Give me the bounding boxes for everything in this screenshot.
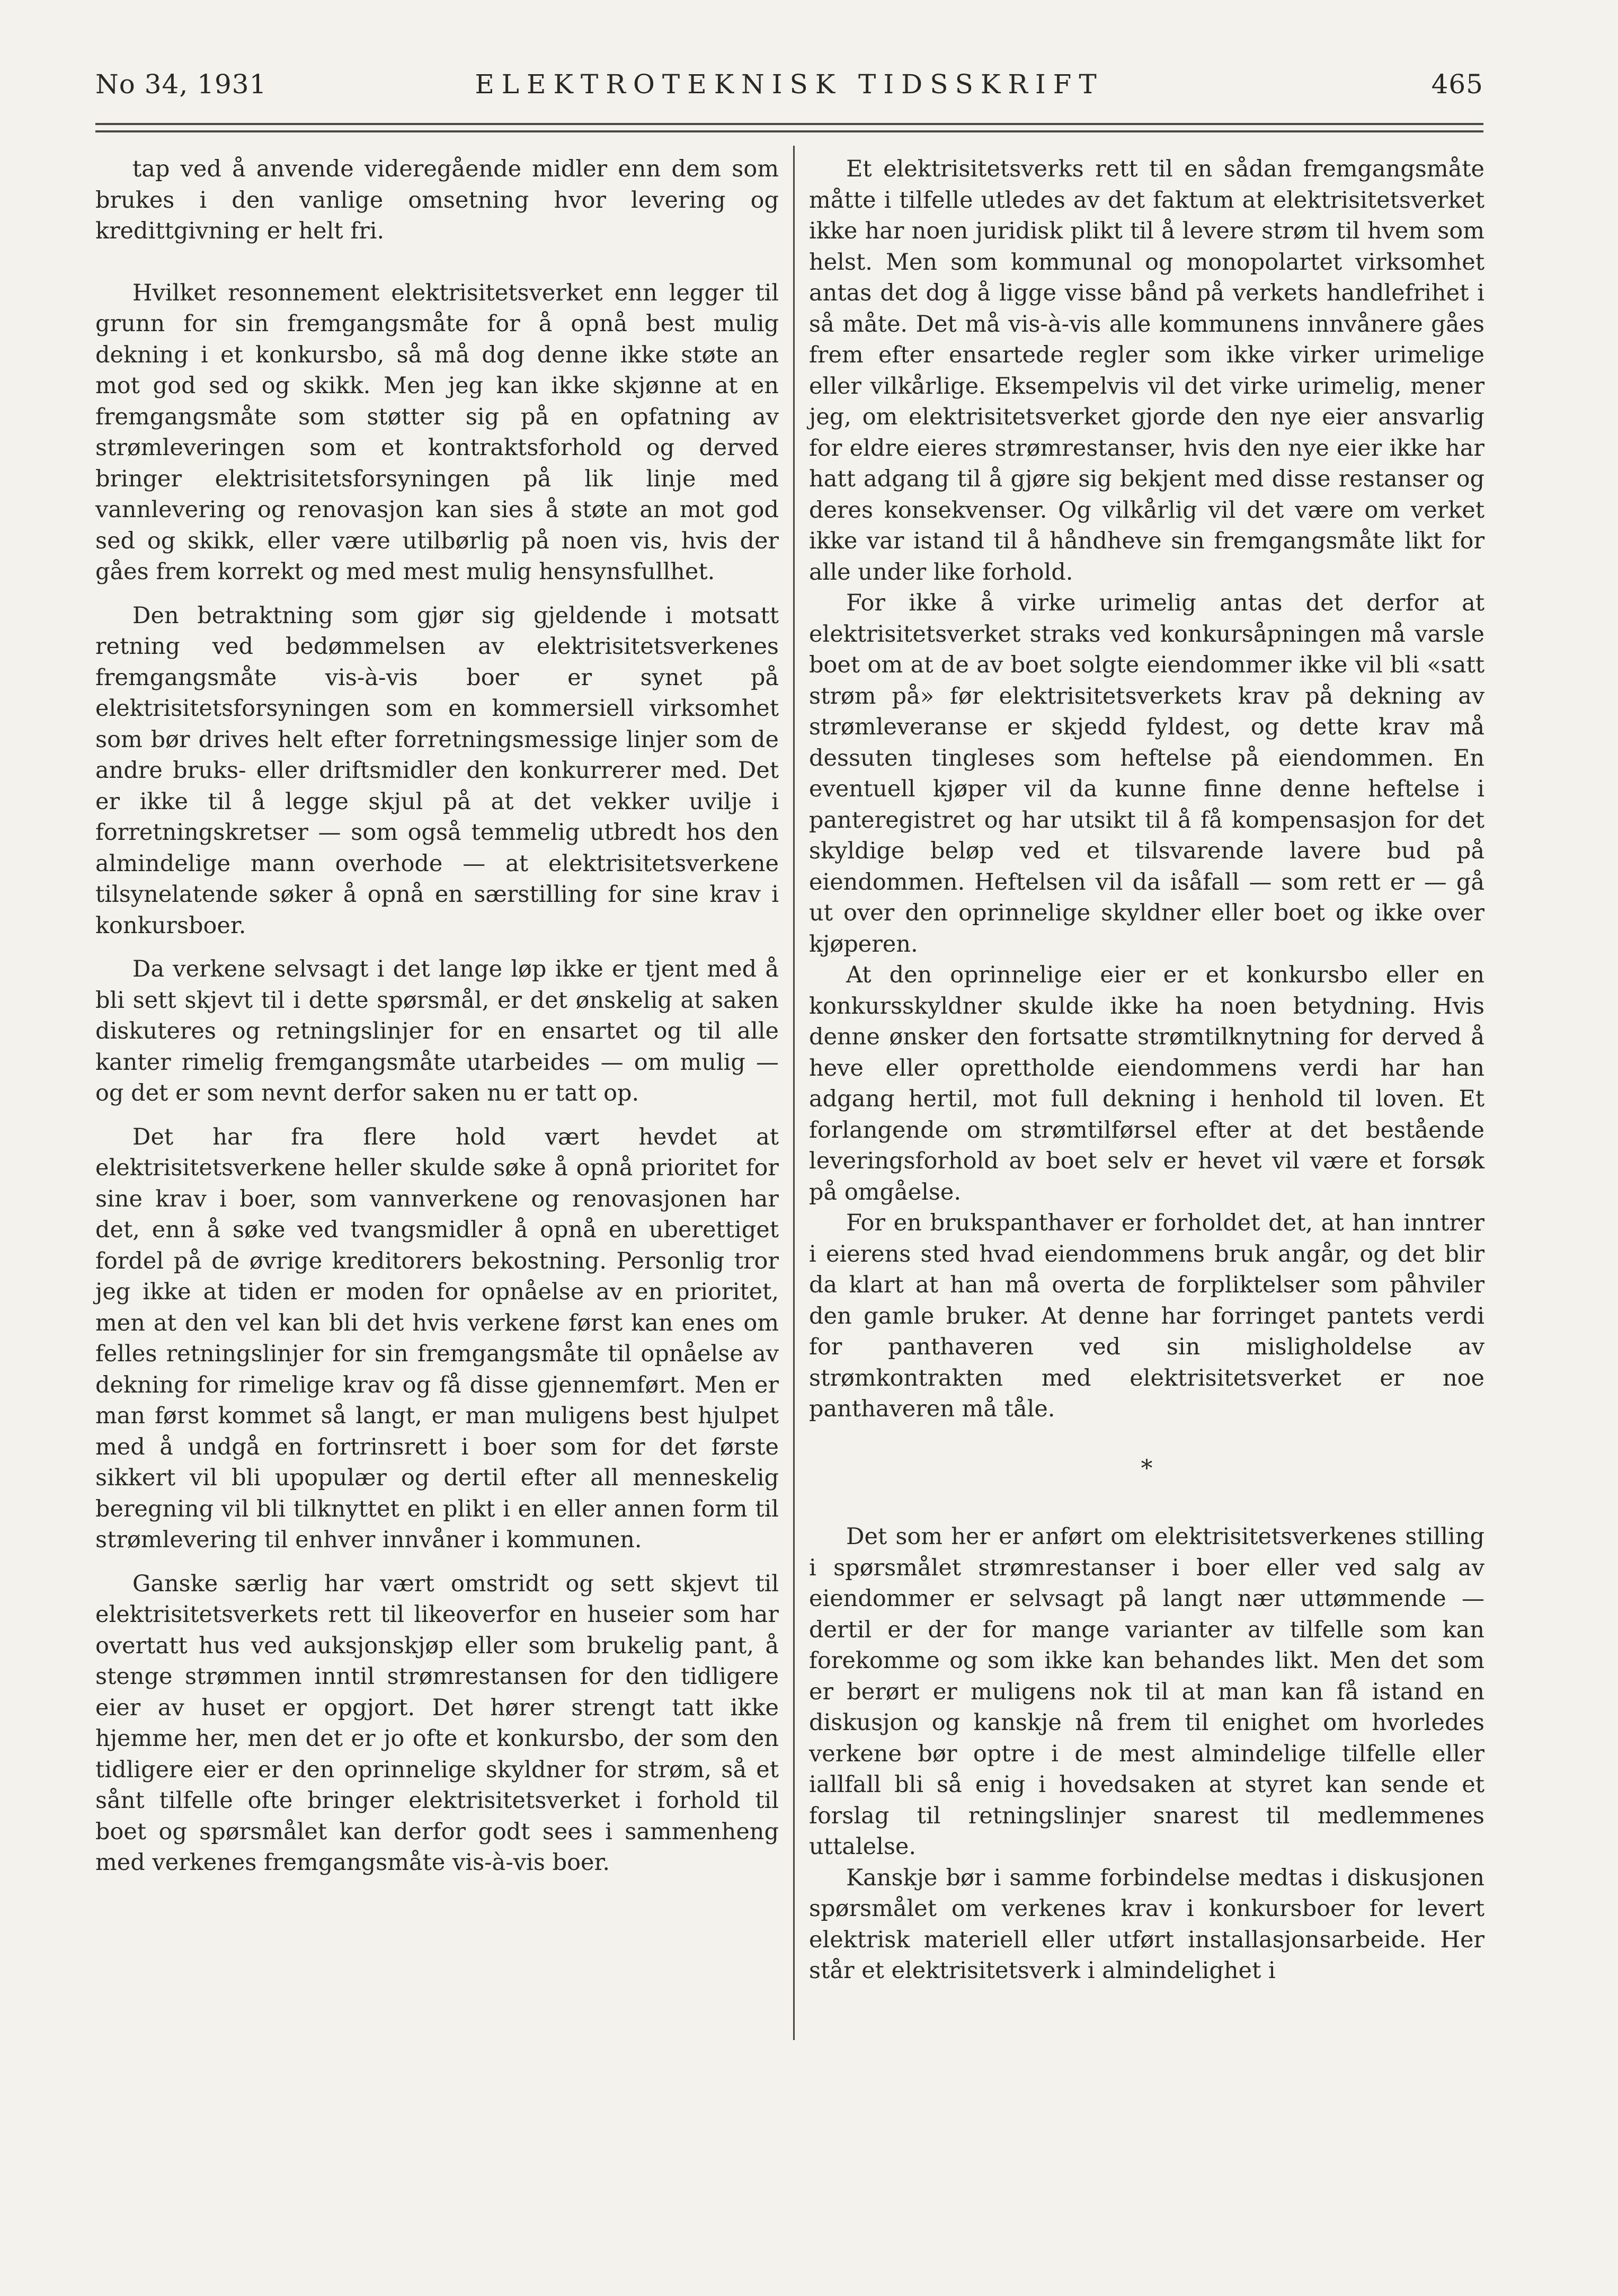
paragraph: Hvilket resonnement elektrisitetsverket enn legger til grunn for sin fremgangsmåte for å opnå best mulig dekning i et konkursbo, så må dog denne ikke støte an mot god sed og skikk. Men jeg kan ikke skjønne at en fremgangsmåte som støtter sig på en opfatning av strømleveringen som et kontraktsforhold og derved bringer elektrisitetsforsyningen på lik linje med vannlevering og renovasjon kan sies å støte an mot god sed og skikk, eller være utilbørlig på noen vis, hvis der gåes frem korrekt og med mest mulig hensynsfullhet. — [95, 279, 779, 585]
issue-number: No 34, 1931 — [95, 69, 267, 100]
paragraph: tap ved å anvende videregående midler enn dem som brukes i den vanlige omsetning hvor levering og kredittgivning er helt fri. — [95, 156, 779, 244]
paragraph: Da verkene selvsagt i det lange løp ikke er tjent med å bli sett skjevt til i dette spørsmål, er det ønskelig at saken diskuteres og retningslinjer for en ensartet og til alle kanter rimelig fremgangsmåte utarbeides — om mulig — og det er som nevnt derfor saken nu er tatt op. — [95, 956, 779, 1106]
right-column — [809, 154, 1484, 1987]
section-separator: * — [1141, 1455, 1153, 1482]
paragraph: At den oprinnelige eier er et konkursbo eller en konkursskyldner skulde ikke ha noen betydning. Hvis denne ønsker den fortsatte strømtilknytning for derved å heve eller oprettholde eiendommens verdi har han adgang hertil, mot full dekning i henhold til loven. Et forlangende om strømtilførsel efter at det bestående leveringsforhold av boet selv er hevet vil være et forsøk på omgåelse. — [809, 962, 1484, 1205]
paragraph: For en brukspanthaver er forholdet det, at han inntrer i eierens sted hvad eiendommens bruk angår, og det blir da klart at han må overta de forpliktelser som påhviler den gamle bruker. At denne har forringet pantets verdi for panthaveren ved sin misligholdelse av strømkontrakten med elektrisitetsverket er noe panthaveren må tåle. — [809, 1210, 1484, 1422]
paragraph: Den betraktning som gjør sig gjeldende i motsatt retning ved bedømmelsen av elektrisitetsverkenes fremgangsmåte vis-à-vis boer er synet på elektrisitetsforsyningen som en kommersiell virksomhet som bør drives helt efter forretningsmessige linjer som de andre bruks- eller driftsmidler den konkurrerer med. Det er ikke til å legge skjul på at det vekker uvilje i forretningskretser — som også temmelig utbredt hos den almindelige mann overhode — at elektrisitetsverkene tilsynelatende søker å opnå en særstilling for sine krav i konkursboer. — [95, 602, 779, 939]
journal-title: ELEKTROTEKNISK TIDSSKRIFT — [475, 69, 1104, 100]
paragraph: Kanskje bør i samme forbindelse medtas i diskusjonen spørsmålet om verkenes krav i konkursboer for levert elektrisk materiell eller utført installasjonsarbeide. Her står et elektrisitetsverk i almindelighet i — [809, 1864, 1484, 1984]
header-rule-top — [95, 123, 1483, 125]
paragraph: For ikke å virke urimelig antas det derfor at elektrisitetsverket straks ved konkursåpningen må varsle boet om at de av boet solgte eiendommer ikke vil bli «satt strøm på» før elektrisitetsverkets krav på dekning av strømleveranse er skjedd fyldest, og dette krav må dessuten tingleses som heftelse på eiendommen. En eventuell kjøper vil da kunne finne denne heftelse i panteregistret og har utsikt til å få kompensasjon for det skyldige beløp ved et tilsvarende lavere bud på eiendommen. Heftelsen vil da isåfall — som rett er — gå ut over den oprinnelige skyldner eller boet og ikke over kjøperen. — [809, 590, 1484, 958]
paragraph: Et elektrisitetsverks rett til en sådan fremgangsmåte måtte i tilfelle utledes av det faktum at elektrisitetsverket ikke har noen juridisk plikt til å levere strøm til hvem som helst. Men som kommunal og monopolartet virksomhet antas det dog å ligge visse bånd på verkets handlefrihet i så måte. Det må vis-à-vis alle kommunens innvånere gåes frem efter ensartede regler som ikke virker urimelige eller vilkårlige. Eksempelvis vil det virke urimelig, mener jeg, om elektrisitetsverket gjorde den nye eier ansvarlig for eldre eieres strømrestanser, hvis den nye eier ikke har hatt adgang til å gjøre sig bekjent med disse restanser og deres konsekvenser. Og vilkårlig vil det være om verket ikke var istand til å håndheve sin fremgangsmåte likt for alle under like forhold. — [809, 156, 1484, 586]
page-number: 465 — [1431, 69, 1483, 100]
header-rule-bottom — [95, 130, 1483, 132]
paragraph: Det som her er anført om elektrisitetsverkenes stilling i spørsmålet strømrestanser i boer eller ved salg av eiendommer er selvsagt på langt nær uttømmende — dertil er der for mange varianter av tilfelle som kan forekomme og som ikke kan behandes likt. Men det som er berørt er muligens nok til at man kan få istand en diskusjon og kanskje nå frem til enighet om hvorledes verkene bør optre i de mest almindelige tilfelle eller iallfall bli så enig i hovedsaken at styret kan sende et forslag til retningslinjer snarest til medlemmenes uttalelse. — [809, 1523, 1484, 1860]
page-header — [95, 61, 1483, 109]
left-column — [95, 154, 779, 1878]
paragraph: Det har fra flere hold vært hevdet at elektrisitetsverkene heller skulde søke å opnå prioritet for sine krav i boer, som vannverkene og renovasjonen har det, enn å søke ved tvangsmidler å opnå en uberettiget fordel på de øvrige kreditorers bekostning. Personlig tror jeg ikke at tiden er moden for opnåelse av en prioritet, men at den vel kan bli det hvis verkene først kan enes om felles retningslinjer for sin fremgangsmåte til opnåelse av dekning for rimelige krav og få disse gjennemført. Men er man først kommet så langt, er man muligens best hjulpet med å undgå en fortrinsrett i boer som for det første sikkert vil bli upopulær og dertil efter all menneskelig beregning vil bli tilknyttet en plikt i en eller annen form til strømlevering til enhver innvåner i kommunen. — [95, 1123, 779, 1553]
paragraph: Ganske særlig har vært omstridt og sett skjevt til elektrisitetsverkets rett til likeoverfor en huseier som har overtatt hus ved auksjonskjøp eller som brukelig pant, å stenge strømmen inntil strømrestansen for den tidligere eier av huset er opgjort. Det hører strengt tatt ikke hjemme her, men det er jo ofte et konkursbo, der som den tidligere eier er den oprinnelige skyldner for strøm, så et sånt tilfelle ofte bringer elektrisitetsverket i forhold til boet og spørsmålet kan derfor godt sees i sammenheng med verkenes fremgangsmåte vis-à-vis boer. — [95, 1570, 779, 1876]
column-divider — [793, 146, 795, 2040]
